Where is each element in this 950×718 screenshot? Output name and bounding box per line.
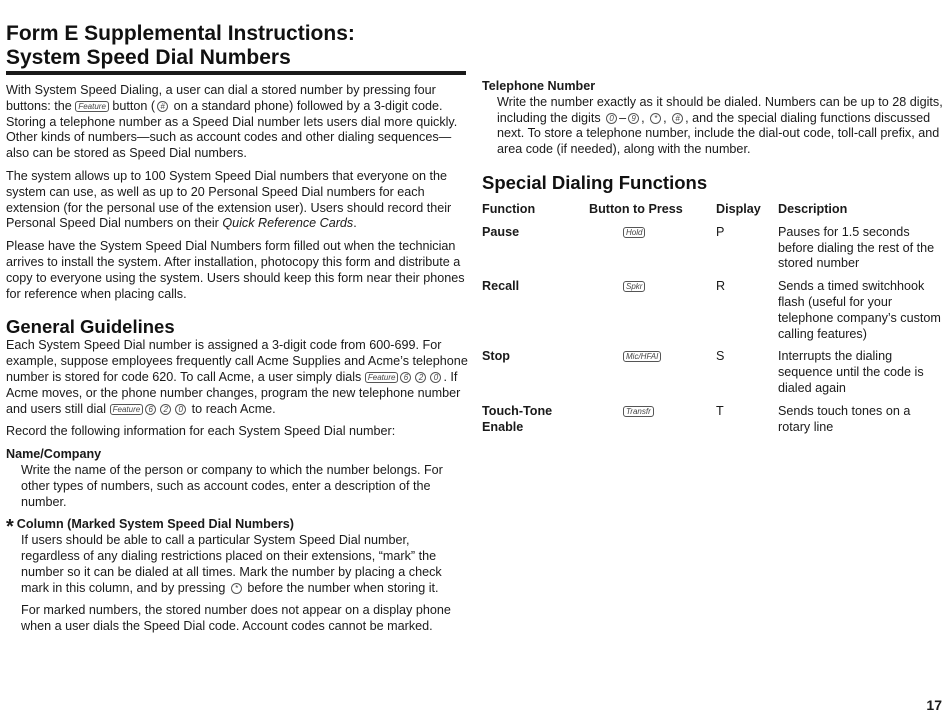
table-header-row xyxy=(482,202,944,225)
description-cell: Pauses for 1.5 seconds before dialing the rest of the stored number xyxy=(778,224,935,271)
mic-key-icon: Mic/HFAI xyxy=(623,351,661,362)
table-row xyxy=(482,404,944,443)
title-line-1: Form E Supplemental Instructions: xyxy=(6,22,355,45)
intro-paragraph-3: Please have the System Speed Dial Numbers form filled out when the technician arrives to install the system. After installation, photocopy this form and distribute a copy to everyone using the system. Users should keep this form near their phones for reference when placing calls. xyxy=(6,239,465,301)
display-cell: P xyxy=(716,224,725,239)
function-cell: Touch-Tone Enable xyxy=(482,403,553,434)
function-cell: Stop xyxy=(482,349,510,364)
description-cell: Sends a timed switchhook flash (useful for your telephone company’s custom calling features) xyxy=(778,279,941,341)
intro-paragraph-2: The system allows up to 100 System Speed Dial numbers that everyone on the system can use, as well as up to 20 Personal Speed Dial numbers for each extension (for the personal use of the extension user). Users should record their Personal Speed Dial numbers on their Quick Reference Cards. xyxy=(6,168,452,231)
star-key-icon: * xyxy=(231,583,242,594)
button-cell xyxy=(589,404,716,443)
description-cell: Interrupts the dialing sequence until the code is dialed again xyxy=(778,349,924,395)
header-description: Description xyxy=(778,201,848,216)
digit-2-key-icon: 2 xyxy=(160,404,171,415)
pound-key-icon: # xyxy=(157,101,168,112)
pound-key-icon: # xyxy=(672,113,683,124)
intro-paragraph-1: With System Speed Dialing, a user can dial a stored number by pressing four buttons: the Feature button ( # on a standard phone) followed by a 3-digit code. Storing a telephone number as a Speed Dial number lets users dial more quickly. Other kinds of numbers—such as account codes and other dialing sequences—also can be stored as Speed Dial numbers. xyxy=(6,83,458,161)
digit-2-key-icon: 2 xyxy=(415,372,426,383)
function-cell: Pause xyxy=(482,224,520,239)
column-term: * Column (Marked System Speed Dial Numbers) xyxy=(6,516,294,539)
telephone-number-term: Telephone Number xyxy=(482,79,596,93)
table-row xyxy=(482,349,944,403)
column-description: If users should be able to call a particular System Speed Dial number, regardless of any dialing restrictions placed on their extensions, “mark” the number so it can be dialed at all times. Mark the number by placing a check mark in this column, and by pressing * before the number when storing it. xyxy=(21,533,442,595)
title-line-2: System Speed Dial Numbers xyxy=(6,46,291,69)
right-column xyxy=(482,79,944,442)
feature-key-icon: Feature xyxy=(110,404,144,415)
name-company-term: Name/Company xyxy=(6,447,102,462)
left-column xyxy=(6,83,468,642)
table-row xyxy=(482,279,944,349)
display-cell: R xyxy=(716,279,726,294)
description-cell: Sends touch tones on a rotary line xyxy=(778,403,911,434)
hold-key-icon: Hold xyxy=(623,227,645,238)
page-number: 17 xyxy=(926,697,942,713)
table-row xyxy=(482,225,944,279)
display-cell: S xyxy=(716,349,725,364)
display-cell: T xyxy=(716,403,724,418)
button-cell xyxy=(589,225,716,279)
header-function: Function xyxy=(482,201,536,216)
header-display: Display xyxy=(716,201,761,216)
transfer-key-icon: Transfr xyxy=(623,406,654,417)
digit-0-key-icon: 0 xyxy=(430,372,441,383)
function-cell: Recall xyxy=(482,279,520,294)
digit-0-key-icon: 0 xyxy=(175,404,186,415)
feature-key-icon: Feature xyxy=(365,372,399,383)
digit-6-key-icon: 6 xyxy=(145,404,156,415)
column-description-2: For marked numbers, the stored number does not appear on a display phone when a user dials the Speed Dial code. Account codes cannot be marked. xyxy=(21,603,451,634)
feature-key-icon: Feature xyxy=(75,101,109,112)
digit-0-key-icon: 0 xyxy=(606,113,617,124)
page-title xyxy=(6,22,466,70)
button-cell xyxy=(589,279,716,349)
name-company-description: Write the name of the person or company to which the number belongs. For other types of numbers, such as account codes, enter a description of the number. xyxy=(21,462,443,509)
digit-9-key-icon: 9 xyxy=(628,113,639,124)
asterisk-icon: * xyxy=(6,516,14,539)
button-cell xyxy=(589,349,716,403)
digit-6-key-icon: 6 xyxy=(400,372,411,383)
general-paragraph-1: Each System Speed Dial number is assigned a 3-digit code from 600-699. For example, suppose employees frequently call Acme Supplies and Acme’s telephone number is stored for code 620. To call Acme, a user simply dials Feature 6 2 0 . If Acme moves, or the phone number changes, program the new telephone number and users still dial Feature 6 2 0 to reach Acme. xyxy=(6,338,468,416)
header-button: Button to Press xyxy=(589,201,683,216)
speaker-key-icon: Spkr xyxy=(623,281,645,292)
general-guidelines-heading: General Guidelines xyxy=(6,316,175,338)
star-key-icon: * xyxy=(650,113,661,124)
special-dialing-table xyxy=(482,202,944,442)
telephone-number-description: Write the number exactly as it should be dialed. Numbers can be up to 28 digits, including the digits 0 – 9 , * , # , and the special dialing functions discussed next. To store a telephone number, include the dial-out code, toll-call prefix, and area code (if needed), along with the number. xyxy=(497,94,943,157)
special-dialing-heading: Special Dialing Functions xyxy=(482,171,708,193)
general-paragraph-2: Record the following information for each System Speed Dial number: xyxy=(6,424,396,439)
title-rule xyxy=(6,71,466,75)
